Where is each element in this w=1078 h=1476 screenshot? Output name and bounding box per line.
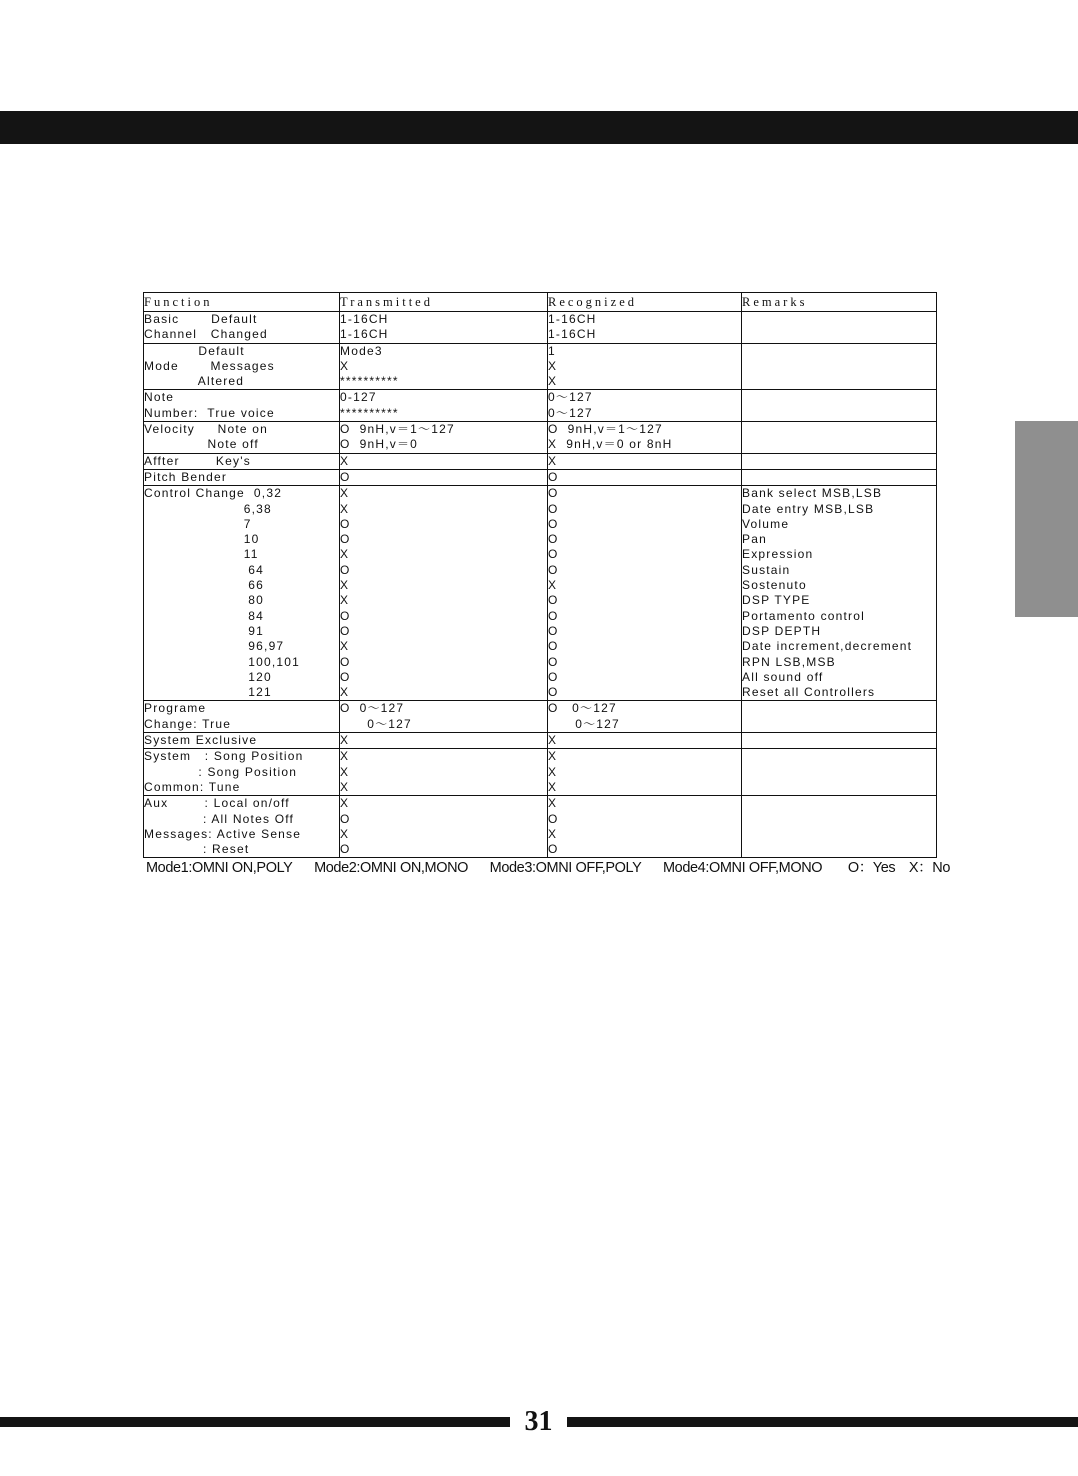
cell-line: X — [340, 501, 350, 516]
cell-line: O — [340, 532, 351, 547]
cell-line: : Song Position — [144, 764, 298, 779]
header-remarks: Remarks — [742, 293, 937, 312]
cell-line: 6,38 — [144, 501, 272, 516]
table-row — [144, 453, 937, 469]
table-row — [144, 343, 937, 390]
cell-line: Expression — [742, 547, 814, 562]
cell-line: Change: True — [144, 716, 232, 731]
side-tab — [1015, 421, 1078, 617]
cell-line: O — [340, 669, 351, 684]
cell-line: X — [548, 826, 558, 841]
cell-line: 0～127 — [548, 716, 620, 731]
cell-line: Basic Default — [144, 312, 258, 326]
header-transmitted: Transmitted — [340, 293, 548, 312]
table-header-row — [144, 293, 937, 312]
transmitted-cell — [340, 701, 548, 733]
transmitted-cell — [340, 469, 548, 485]
cell-line: X — [548, 749, 558, 764]
cell-line: X — [340, 358, 350, 373]
cell-line: Note off — [144, 437, 259, 452]
remarks-cell — [742, 469, 937, 485]
cell-line: 1-16CH — [548, 327, 597, 342]
cell-line: 84 — [144, 608, 265, 623]
cell-line: X — [340, 486, 350, 501]
cell-line: Date entry MSB,LSB — [742, 501, 875, 516]
cell-line: O 0～127 — [340, 701, 405, 716]
cell-line: ********** — [340, 374, 399, 389]
cell-line: O — [548, 501, 559, 516]
cell-line: DSP DEPTH — [742, 623, 822, 638]
cell-line: 0～127 — [548, 390, 593, 405]
remarks-cell — [742, 390, 937, 422]
cell-line: X — [548, 779, 558, 794]
cell-line: 0-127 — [340, 390, 377, 405]
cell-line: 1-16CH — [340, 312, 389, 326]
cell-line: O 9nH,v＝0 — [340, 437, 419, 452]
cell-line: O — [548, 639, 559, 654]
cell-line: 0～127 — [548, 405, 593, 420]
function-cell — [144, 312, 340, 344]
recognized-cell — [548, 486, 742, 701]
table-row — [144, 312, 937, 344]
cell-line: O — [548, 685, 559, 700]
cell-line: 10 — [144, 532, 260, 547]
header-recognized: Recognized — [548, 293, 742, 312]
recognized-cell — [548, 749, 742, 796]
cell-line: Altered — [144, 374, 245, 389]
function-cell — [144, 390, 340, 422]
cell-line: 7 — [144, 516, 252, 531]
cell-line: Channel Changed — [144, 327, 268, 342]
cell-line: Portamento control — [742, 608, 865, 623]
cell-line: 1 — [548, 343, 556, 358]
cell-line: 121 — [144, 685, 272, 700]
header-function: Function — [144, 293, 340, 312]
mode-legend — [146, 856, 950, 877]
cell-line: Note — [144, 390, 175, 405]
cell-line: 120 — [144, 669, 272, 684]
table-row — [144, 701, 937, 733]
remarks-cell — [742, 749, 937, 796]
cell-line: O — [340, 562, 351, 577]
cell-line: O 9nH,v＝1～127 — [548, 422, 663, 437]
cell-line: Date increment,decrement — [742, 639, 913, 654]
recognized-cell — [548, 343, 742, 390]
midi-implementation-table — [143, 292, 937, 858]
transmitted-cell — [340, 390, 548, 422]
cell-line: X — [340, 733, 350, 748]
cell-line: X — [548, 374, 558, 389]
cell-line: O — [548, 532, 559, 547]
table-row — [144, 390, 937, 422]
legend-mode2: Mode2:OMNI ON,MONO — [314, 860, 469, 876]
cell-line: O — [548, 547, 559, 562]
legend-no: X：No — [908, 860, 950, 876]
cell-line: X — [548, 764, 558, 779]
remarks-cell — [742, 343, 937, 390]
function-cell — [144, 453, 340, 469]
cell-line: 100,101 — [144, 654, 301, 669]
cell-line: 96,97 — [144, 639, 285, 654]
function-cell — [144, 796, 340, 858]
transmitted-cell — [340, 343, 548, 390]
cell-line: X — [340, 639, 350, 654]
cell-line: Bank select MSB,LSB — [742, 486, 883, 501]
cell-line: O — [548, 469, 559, 484]
table-row — [144, 486, 937, 701]
recognized-cell — [548, 390, 742, 422]
cell-line: : All Notes Off — [144, 811, 295, 826]
cell-line: X — [340, 685, 350, 700]
cell-line: O 0～127 — [548, 701, 617, 716]
transmitted-cell — [340, 422, 548, 454]
cell-line: RPN LSB,MSB — [742, 654, 836, 669]
cell-line: 66 — [144, 578, 265, 593]
table-row — [144, 796, 937, 858]
cell-line: : Reset — [144, 842, 250, 857]
cell-line: System Exclusive — [144, 733, 258, 748]
cell-line: X — [548, 733, 558, 748]
function-cell — [144, 486, 340, 701]
cell-line: O 9nH,v＝1～127 — [340, 422, 455, 437]
cell-line: 80 — [144, 593, 265, 608]
cell-line: X — [548, 358, 558, 373]
remarks-cell — [742, 312, 937, 344]
cell-line: X — [340, 764, 350, 779]
cell-line: Number: True voice — [144, 405, 275, 420]
cell-line: Mode3 — [340, 343, 383, 358]
table-row — [144, 733, 937, 749]
cell-line: Messages: Active Sense — [144, 826, 302, 841]
cell-line: O — [340, 811, 351, 826]
cell-line: X 9nH,v＝0 or 8nH — [548, 437, 673, 452]
table-row — [144, 749, 937, 796]
cell-line: Aux : Local on/off — [144, 796, 290, 811]
recognized-cell — [548, 453, 742, 469]
cell-line: O — [548, 486, 559, 501]
cell-line: DSP TYPE — [742, 593, 811, 608]
cell-line: Sustain — [742, 562, 791, 577]
remarks-cell — [742, 486, 937, 701]
cell-line: O — [548, 516, 559, 531]
remarks-cell — [742, 701, 937, 733]
cell-line: O — [548, 842, 559, 857]
function-cell — [144, 469, 340, 485]
remarks-cell — [742, 733, 937, 749]
table-row — [144, 469, 937, 485]
cell-line: O — [340, 842, 351, 857]
transmitted-cell — [340, 749, 548, 796]
cell-line: Pan — [742, 532, 767, 547]
cell-line: Control Change 0,32 — [144, 486, 283, 501]
cell-line: X — [548, 453, 558, 468]
cell-line: Affter Key's — [144, 453, 251, 468]
cell-line: X — [548, 796, 558, 811]
footer-bar-right — [567, 1417, 1078, 1427]
recognized-cell — [548, 422, 742, 454]
cell-line: X — [340, 547, 350, 562]
cell-line: 91 — [144, 623, 265, 638]
recognized-cell — [548, 701, 742, 733]
transmitted-cell — [340, 486, 548, 701]
legend-mode3: Mode3:OMNI OFF,POLY — [489, 860, 642, 876]
cell-line: Programe — [144, 701, 207, 716]
transmitted-cell — [340, 453, 548, 469]
recognized-cell — [548, 796, 742, 858]
cell-line: X — [340, 593, 350, 608]
cell-line: X — [340, 578, 350, 593]
cell-line: O — [548, 608, 559, 623]
cell-line: O — [548, 593, 559, 608]
cell-line: O — [340, 623, 351, 638]
transmitted-cell — [340, 796, 548, 858]
cell-line: Volume — [742, 516, 790, 531]
legend-mode4: Mode4:OMNI OFF,MONO — [663, 860, 823, 876]
cell-line: Default — [144, 343, 245, 358]
recognized-cell — [548, 733, 742, 749]
cell-line: Pitch Bender — [144, 469, 228, 484]
cell-line: ********** — [340, 405, 399, 420]
cell-line: O — [548, 562, 559, 577]
cell-line: X — [340, 826, 350, 841]
cell-line: O — [340, 516, 351, 531]
function-cell — [144, 422, 340, 454]
cell-line: All sound off — [742, 669, 824, 684]
footer-bar-left — [0, 1417, 510, 1427]
transmitted-cell — [340, 312, 548, 344]
cell-line: O — [548, 669, 559, 684]
function-cell — [144, 343, 340, 390]
cell-line: 1-16CH — [340, 327, 389, 342]
recognized-cell — [548, 312, 742, 344]
cell-line: O — [548, 811, 559, 826]
cell-line: O — [340, 654, 351, 669]
legend-mode1: Mode1:OMNI ON,POLY — [146, 860, 293, 876]
cell-line: 64 — [144, 562, 265, 577]
remarks-cell — [742, 422, 937, 454]
cell-line: 11 — [144, 547, 259, 562]
page-number: 31 — [524, 1406, 553, 1437]
cell-line: System : Song Position — [144, 749, 304, 764]
cell-line: 1-16CH — [548, 312, 597, 326]
cell-line: 0～127 — [340, 716, 412, 731]
cell-line: Sostenuto — [742, 578, 807, 593]
cell-line: X — [340, 796, 350, 811]
function-cell — [144, 701, 340, 733]
cell-line: Common: Tune — [144, 779, 241, 794]
cell-line: O — [548, 654, 559, 669]
header-bar — [0, 111, 1078, 144]
function-cell — [144, 749, 340, 796]
cell-line: X — [340, 749, 350, 764]
cell-line: O — [340, 608, 351, 623]
function-cell — [144, 733, 340, 749]
recognized-cell — [548, 469, 742, 485]
transmitted-cell — [340, 733, 548, 749]
table-row — [144, 422, 937, 454]
cell-line: Velocity Note on — [144, 422, 269, 437]
cell-line: O — [548, 623, 559, 638]
legend-yes: O：Yes — [847, 860, 896, 876]
cell-line: X — [340, 779, 350, 794]
cell-line: Reset all Controllers — [742, 685, 876, 700]
cell-line: X — [548, 578, 558, 593]
cell-line: Mode Messages — [144, 358, 275, 373]
cell-line: X — [340, 453, 350, 468]
cell-line: O — [340, 469, 351, 484]
remarks-cell — [742, 796, 937, 858]
remarks-cell — [742, 453, 937, 469]
